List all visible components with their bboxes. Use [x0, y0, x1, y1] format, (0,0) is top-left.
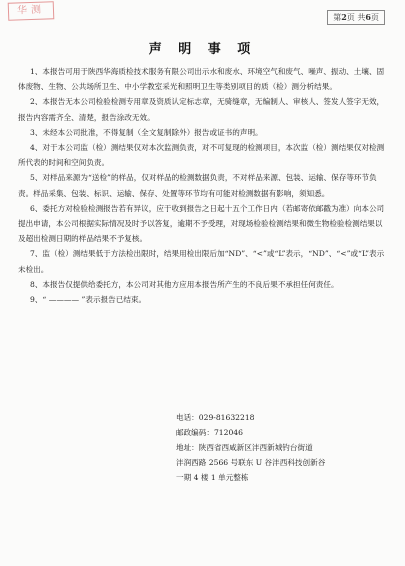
declaration-item-6: 6、委托方对检验检测报告若有异议，应于收到报告之日起十五个工作日内（若邮寄依邮戳为准）向本公司提出申请，本公司根据实际情况及时予以答复，逾期不予受理，对现场检验检测结果和微生物检验检测结果以及超出检测日期的样品结果不予复核。: [18, 203, 385, 244]
declaration-item-7: 7、监（检）测结果低于方法检出限时，结果用检出限后加“ND”、“<”或“L”表示，“ND”、“<”或“L”表示未检出。: [18, 249, 385, 274]
page-indicator: [327, 10, 385, 25]
contact-phone: 电话：029-81632218: [176, 413, 255, 422]
declaration-item-4: 4、对于本公司监（检）测结果仅对本次监测负责，对不可复现的检测项目，本次监（检）测结果仅对检测所代表的时间和空间负责。: [18, 143, 385, 168]
declaration-item-3: 3、未经本公司批准，不得复制（全文复制除外）报告或证书的声明。: [30, 127, 263, 137]
page-title: 声 明 事 项: [148, 42, 257, 57]
declaration-item-2: 2、本报告无本公司检验检测专用章及资质认定标志章，无骑缝章，无编制人、审核人、签发人签字无效，报告内容需齐全、清楚，报告涂改无效。: [18, 97, 385, 122]
contact-postcode: 邮政编码：712046: [176, 428, 243, 437]
contact-address-line-3: 一期 4 楼 1 单元整栋: [176, 473, 249, 482]
contact-block: [176, 410, 391, 485]
page-total: 6: [365, 12, 371, 22]
page-middle: 页 共: [346, 13, 366, 22]
declaration-list: [18, 64, 388, 307]
page-current: 2: [341, 12, 347, 22]
declaration-item-1: 1、本报告可用于陕西华海质检技术服务有限公司出示水和废水、环境空气和废气、噪声、振动、土壤、固体废物、生物、公共场所卫生、中小学教室采光和照明卫生等类别项目的质（检）测分析结果。: [18, 67, 385, 92]
stamp-seal: 华测: [8, 1, 55, 21]
declaration-item-8: 8、本报告仅提供给委托方，本公司对其他方应用本报告所产生的不良后果不承担任何责任。: [30, 279, 339, 289]
page-prefix: 第: [333, 13, 342, 22]
contact-address-line-2: 沣润西路 2566 号联东 U 谷沣西科技创新谷: [176, 458, 326, 467]
page-suffix: 页: [371, 13, 379, 22]
declaration-item-9: 9、“ ———— ”表示报告已结束。: [30, 295, 147, 305]
declaration-item-5: 5、对样品来源为“送检”的样品，仅对样品的检测数据负责，不对样品来源、包装、运输、保存等环节负责。样品采集、包装、标识、运输、保存、处置等环节均有可能对检测数据有影响，须知悉。: [18, 173, 377, 198]
contact-address-line-1: 地址：陕西省西咸新区沣西新城钓台街道: [176, 443, 313, 452]
